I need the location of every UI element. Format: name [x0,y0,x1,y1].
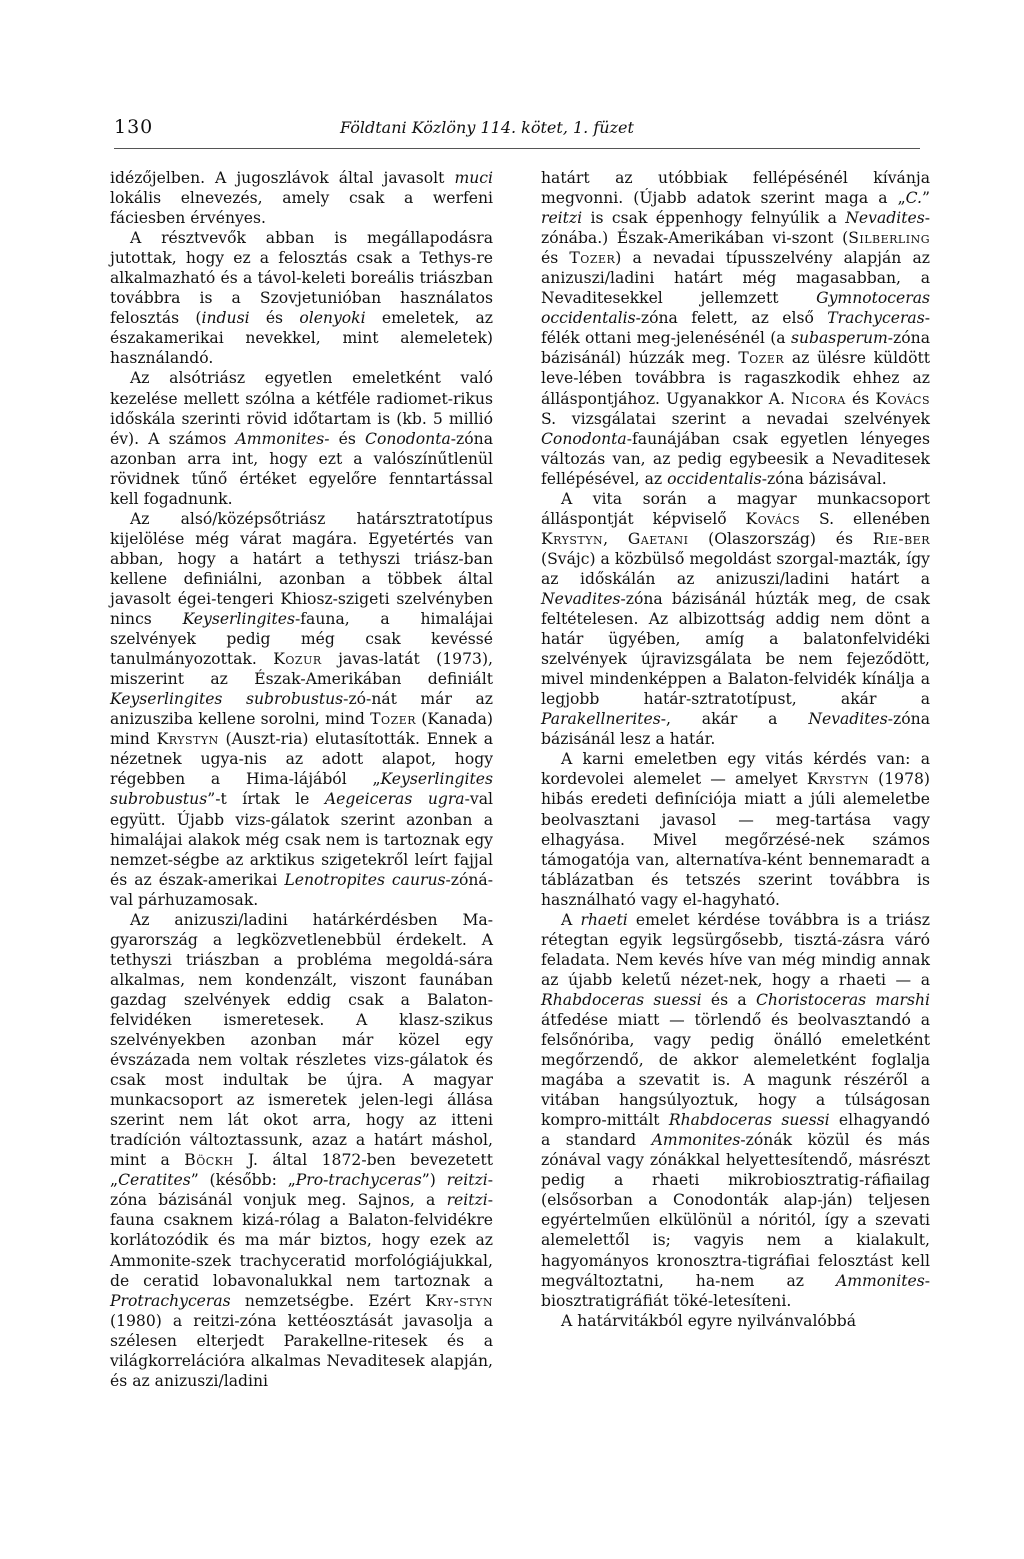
header-rule [114,148,920,149]
paragraph: A résztvevők abban is megállapodásra jutottak, hogy ez a felosztás csak a Tethys-re alkalmazható és a távol-keleti boreális triászban továbbra is a Szovjetunióban használatos felosztás (indusi és olenyoki emeletek, az északamerikai nevekkel, mint alemeletek) használandó. [110,229,494,368]
left-column [110,168,493,1391]
paragraph: Az alsótriász egyetlen emeletként való kezelése mellett szólna a kétféle radiomet-rikus időskála szerinti rövid időtartam is (kb. 5 millió év). A számos Ammonites- és Conodonta-zóna azonban arra int, hogy ezt a valószínűtlenül rövidnek tűnő értéket egyelőre fenntartással kell fogadnunk. [110,369,493,508]
running-header [114,116,920,146]
paragraph: A karni emeletben egy vitás kérdés van: a kordevolei alemelet — amelyet Krystyn (1978) hibás eredeti definíciója miatt a júli alemeletbe beolvasztani javasol — meg-tartása vagy elhagyása. Mivel megőrzésé-nek számos támogatója van, alternatíva-ként bennemaradt a táblázatban és tetszés szerint továbbra is használható vagy el-hagyható. [541,750,931,909]
page-number: 130 [114,116,154,138]
paragraph: Az alsó/középsőtriász határsztratotípus kijelölése még várat magára. Egyetértés van abban, hogy a határt a tethyszi triász-ban kellene definiálni, azonban a többek által javasolt égei-tengeri Khiosz-szigeti szelvényben nincs Keyserlingites-fauna, a himalájai szelvények pedig még csak kevéssé tanulmányozottak. Kozur javas-latát (1973), miszerint az Észak-Amerikában definiált Keyserlingites subrobustus-zó-nát már az anizusziba kellene sorolni, mind Tozer (Kanada) mind Krystyn (Auszt-ria) elutasították. Ennek a nézetnek ugya-nis az adott alapot, hogy régebben a Hima-lájából „Keyserlingites subrobustus”-t írtak le Aegeiceras ugra-val együtt. Újabb vizs-gálatok szerint azonban a himalájai alakok még csak nem is tartoznak egy nemzet-ségbe az arktikus szigetekről leírt fajjal és az észak-amerikai Lenotropites caurus-zóná-val párhuzamosak. [110,509,493,909]
running-title: Földtani Közlöny 114. kötet, 1. füzet [340,118,634,137]
paragraph: A vita során a magyar munkacsoport álláspontját képviselő Kovács S. ellenében Krystyn, Gaetani (Olaszország) és Rie-ber (Svájc) a közbülső megoldást szorgal-mazták, így az időskálán az anizuszi/ladini határt a Nevadites-zóna bázisánál húzták meg, de csak feltételesen. Az albizottság addig nem dönt a határ ügyében, amíg a balatonfelvidéki szelvények újravizsgálata be nem fejeződött, mivel mindenképpen a Balaton-felvidék kínálja a legjobb határ-sztratotípust, akár a Parakellnerites-, akár a Nevadites-zóna bázisánál lesz a határ. [541,489,930,749]
paragraph: idézőjelben. A jugoszlávok által javasolt muci lokális elnevezés, amely csak a werfeni fáciesben érvényes. [110,169,493,228]
paragraph: A rhaeti emelet kérdése továbbra is a triász rétegtan egyik legsürgősebb, tisztá-zásra váró feladata. Nem kevés híve van még mindig annak az újabb keletű nézet-nek, hogy a rhaeti — a Rhabdoceras suessi és a Choristoceras marshi átfedése miatt — törlendő és beolvasztandó a felsőnóriba, vagy pedig önálló emeletként megőrzendő, de akkor alemeletként foglalja magába a szevatit is. A magunk részéről a vitában hangsúlyoztuk, hogy a túlságosan kompro-mittált Rhabdoceras suessi elhagyandó a standard Ammonites-zónák közül és más zónával vagy zónákkal helyettesítendő, másrészt pedig a rhaeti mikrobiosztratig-ráfiailag (elsősorban a Conodonták alap-ján) teljesen egyértelműen elkülönül a nóritól, így a szevati alemelettől is; vagyis nem a kialakult, hagyományos kronosztra-tigráfiai felosztást kell megváltoztatni, ha-nem az Ammonites-biosztratigráfiát töké-letesíteni. [541,910,931,1310]
paragraph: Az anizuszi/ladini határkérdésben Ma-gyarország a legközvetlenebbül érdekelt. A tethyszi triászban a probléma megoldá-sára alkalmas, nem kondenzált, viszont faunában gazdag szelvények eddig csak a Balaton-felvidéken ismeretesek. A klasz-szikus szelvényekben azonban már közel egy évszázada nem voltak részletes vizs-gálatok és csak most indultak be újra. A magyar munkacsoport az ismeretek jelen-legi állása szerint nem lát okot arra, hogy az itteni tradíción változtassunk, azaz a határt máshol, mint a Böckh J. által 1872-ben bevezetett „Ceratites” (később: „Pro-trachyceras”) reitzi-zóna bázisánál vonjuk meg. Sajnos, a reitzi-fauna csaknem kizá-rólag a Balaton-felvidékre korlátozódik és ma már biztos, hogy ezek az Ammonite-szek trachyceratid morfológiájukkal, de ceratid lobavonalukkal nem tartoznak a Protrachyceras nemzetségbe. Ezért Kry-styn (1980) a reitzi-zóna kettéosztását javasolja a szélesen elterjedt Parakellne-ritesek és a világkorrelációra alkalmas Nevaditesek alapján, és az anizuszi/ladini [110,910,493,1390]
paragraph: A határvitákból egyre nyilvánvalóbbá [561,1311,857,1330]
paragraph: határt az utóbbiak fellépésénél kívánja megvonni. (Újabb adatok szerint maga a „C.” reitzi is csak éppenhogy felnyúlik a Nevadites-zónába.) Észak-Amerikában vi-szont (Silberling és Tozer) a nevadai típusszelvény alapján az anizuszi/ladini határt még magasabban, a Nevaditesekkel jellemzett Gymnotoceras occidentalis-zóna felett, az első Trachyceras-félék ottani meg-jelenésénél (a subasperum-zóna bázisánál) húzzák meg. Tozer az ülésre küldött leve-lében továbbra is ragaszkodik ehhez az álláspontjához. Ugyanakkor A. Nicora és Kovács S. vizsgálatai szerint a nevadai szelvények Conodonta-faunájában csak egyetlen lényeges változás van, az pedig egybeesik a Nevaditesek fellépésével, az occidentalis-zóna bázisával. [541,169,930,488]
right-column [541,168,930,1331]
